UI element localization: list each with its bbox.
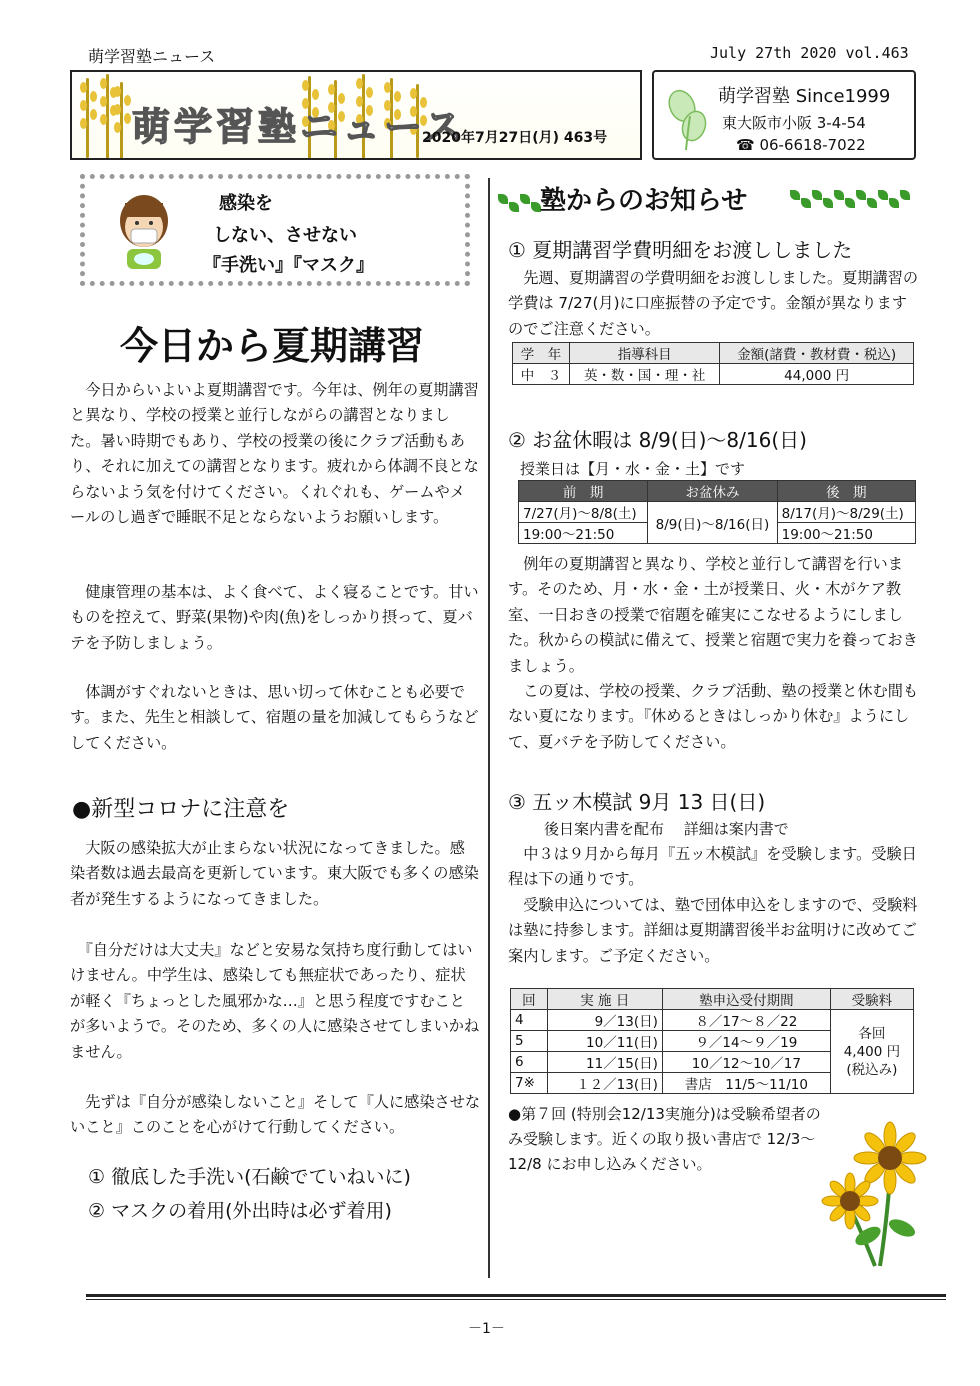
- section-2-body: 例年の夏期講習と異なり、学校と並行して講習を行います。そのため、月・水・金・土が授業日、火・木がケア教室、一日おきの授業で宿題を確実にこなせるようにしました。秋からの模試に備えて、授業と宿題で実力を養っておきましょう。 この夏は、学校の授業、クラブ活動、塾の授業と休む間もない夏になります。『休めるときはしっかり休む』ようにして、夏バテを予防してください。: [508, 555, 919, 751]
- ivy-leaf: [834, 190, 844, 200]
- rice-grain: [302, 80, 309, 91]
- ivy-leaf: [520, 194, 530, 204]
- rice-grain: [124, 113, 131, 124]
- issue-number: July 27th 2020 vol.463: [710, 44, 909, 62]
- second-period-time: 19:00～21:50: [777, 523, 915, 544]
- notice-line-2: しない、させない: [213, 225, 357, 246]
- rule-handwash: ① 徹底した手洗い(石鹸でていねいに): [88, 1166, 411, 1188]
- school-info-box: [652, 70, 916, 160]
- ivy-leaf: [509, 202, 519, 212]
- ivy-leaf: [790, 190, 800, 200]
- intro-paragraph: 今日からいよいよ夏期講習です。今年は、例年の夏期講習と異なり、学校の授業と並行しながらの講習となりました。暑い時期でもあり、学校の授業の後にクラブ活動もあり、それに加えての講習となります。疲れから体調不良とならないよう気を付けてください。くれぐれも、ゲームやメールのし過ぎで睡眠不足とならないようお願いします。: [70, 381, 479, 527]
- fee-grade: 中 ３: [513, 364, 570, 385]
- rule-mask: ② マスクの着用(外出時は必ず着用): [88, 1200, 392, 1222]
- rice-grain: [90, 91, 97, 102]
- section-1-body: 先週、夏期講習の学費明細をお渡ししました。夏期講習の学費は 7/27(月)に口座振替の予定です。金額が異なりますのでご注意ください。: [508, 269, 919, 338]
- newsletter-label: 萌学習塾ニュース: [88, 47, 216, 66]
- ivy-leaf: [900, 190, 910, 200]
- school-address: 東大阪市小阪 3-4-54: [722, 114, 866, 132]
- notice-box: [80, 174, 470, 286]
- masthead-title: 萌学習塾ニュース: [132, 105, 467, 149]
- ivy-leaf: [801, 198, 811, 208]
- section-3-heading: ③ 五ッ木模試 9月 13 日(日): [508, 790, 766, 814]
- school-phone: ☎ 06-6618-7022: [736, 136, 866, 154]
- exam-period: ９／14～９／19: [662, 1031, 830, 1052]
- exam-header-round: 回: [511, 989, 548, 1010]
- schedule-header-obon: お盆休み: [648, 481, 777, 502]
- rice-grain: [90, 109, 97, 120]
- rice-grain: [356, 78, 363, 89]
- rice-grain: [384, 82, 391, 93]
- ivy-leaf: [867, 198, 877, 208]
- schedule-table: [518, 480, 916, 544]
- exam-period: 10／12～10／17: [662, 1052, 830, 1073]
- rice-grain: [80, 118, 87, 129]
- corona-paragraph-3: 先ずは『自分が感染しないこと』そして『人に感染させないこと』このことを心がけて行動してください。: [70, 1093, 481, 1137]
- fee-header-grade: 学 年: [513, 343, 570, 364]
- second-period-dates: 8/17(月)～8/29(土): [777, 502, 915, 523]
- rice-grain: [114, 104, 121, 115]
- exam-round: 5: [511, 1031, 548, 1052]
- rice-grain: [114, 122, 121, 133]
- exam-fee: 各回 4,400 円 (税込み): [830, 1010, 913, 1094]
- rice-grain: [124, 95, 131, 106]
- ivy-leaf: [498, 194, 508, 204]
- masthead-date: 2020年7月27日(月) 463号: [422, 130, 608, 146]
- ivy-leaf: [823, 198, 833, 208]
- rice-grain: [80, 100, 87, 111]
- exam-table: [510, 988, 914, 1094]
- masthead: [70, 70, 642, 160]
- fee-subjects: 英・数・国・理・社: [570, 364, 720, 385]
- exam-round: 6: [511, 1052, 548, 1073]
- school-name: 萌学習塾 Since1999: [718, 86, 891, 107]
- rice-grain: [80, 82, 87, 93]
- exam-date: 11／15(日): [547, 1052, 662, 1073]
- corona-heading: ●新型コロナに注意を: [72, 797, 290, 822]
- notice-line-3: 『手洗い』『マスク』: [203, 255, 374, 276]
- rice-grain: [328, 84, 335, 95]
- schedule-header-second: 後 期: [777, 481, 915, 502]
- ivy-leaf: [889, 198, 899, 208]
- section-2-heading: ② お盆休暇は 8/9(日)～8/16(日): [508, 428, 807, 452]
- corona-paragraph-1: 大阪の感染拡大が止まらない状況になってきました。感染者数は過去最高を更新しています。東大阪でも多くの感染者が発生するようになってきました。: [70, 839, 479, 908]
- exam-period: 書店 11/5～11/10: [662, 1073, 830, 1094]
- ivy-leaf: [845, 198, 855, 208]
- rice-grain: [100, 114, 107, 125]
- first-period-time: 19:00～21:50: [519, 523, 648, 544]
- notice-line-1: 感染を: [219, 193, 273, 214]
- rest-paragraph: 体調がすぐれないときは、思い切って休むことも必要です。また、先生と相談して、宿題の量を加減してもらうなどしてください。: [70, 683, 479, 752]
- exam-round: 7※: [511, 1073, 548, 1094]
- exam-header-date: 実 施 日: [547, 989, 662, 1010]
- section-1-heading: ① 夏期講習学費明細をお渡ししました: [508, 238, 853, 262]
- fee-header-subjects: 指導科目: [570, 343, 720, 364]
- first-period-dates: 7/27(月)～8/8(土): [519, 502, 648, 523]
- ivy-leaf: [856, 190, 866, 200]
- exam-round: 4: [511, 1010, 548, 1031]
- sunflower-icon: [820, 1118, 930, 1268]
- main-title: 今日から夏期講習: [119, 323, 424, 368]
- exam-header-fee: 受験料: [830, 989, 913, 1010]
- footer-rule-thin: [86, 1299, 946, 1300]
- ivy-leaf: [878, 190, 888, 200]
- fee-amount: 44,000 円: [720, 364, 914, 385]
- child-mask-icon: [109, 189, 179, 273]
- ivy-leaf: [812, 190, 822, 200]
- exam-header-period: 塾申込受付期間: [662, 989, 830, 1010]
- obon-dates: 8/9(日)～8/16(日): [648, 502, 777, 544]
- section-3-body: 中３は９月から毎月『五ッ木模試』を受験します。受験日程は下の通りです。 受験申込については、塾で団体申込をしますので、受験料は塾に持参します。詳細は夏期講習後半お盆明けに改めてご案内します。ご予定ください。: [508, 845, 918, 965]
- section-3-note: ●第７回 (特別会12/13実施分)は受験希望者のみ受験します。近くの取り扱い書店で 12/3～12/8 にお申し込みください。: [508, 1105, 821, 1173]
- section-2-subheading: 授業日は【月・水・金・土】です: [520, 460, 746, 478]
- rice-grain: [114, 86, 121, 97]
- page-number: －1－: [468, 1321, 505, 1337]
- corona-paragraph-2: 『自分だけは大丈夫』などと安易な気持ち度行動してはいけません。中学生は、感染しても無症状であったり、症状が軽く『ちょっとした風邪かな…』と思う程度ですむことが多いようで。そのため、多くの人に感染させてしまいかねません。: [70, 941, 480, 1061]
- footer-rule: [86, 1294, 946, 1297]
- rice-grain: [100, 96, 107, 107]
- health-paragraph: 健康管理の基本は、よく食べて、よく寝ることです。甘いものを控えて、野菜(果物)や肉(魚)をしっかり摂って、夏バテを予防しましょう。: [70, 583, 479, 652]
- schedule-header-first: 前 期: [519, 481, 648, 502]
- fee-table: [512, 342, 914, 385]
- exam-date: １２／13(日): [547, 1073, 662, 1094]
- exam-date: 10／11(日): [547, 1031, 662, 1052]
- rice-grain: [100, 78, 107, 89]
- exam-period: ８／17～８／22: [662, 1010, 830, 1031]
- announcements-heading: 塾からのお知らせ: [540, 186, 748, 216]
- exam-date: 9／13(日): [547, 1010, 662, 1031]
- column-divider: [488, 178, 490, 1278]
- fee-header-amount: 金額(諸費・教材費・税込): [720, 343, 914, 364]
- leaf-icon: [664, 86, 712, 152]
- section-3-subheading: 後日案内書を配布 詳細は案内書で: [544, 820, 789, 838]
